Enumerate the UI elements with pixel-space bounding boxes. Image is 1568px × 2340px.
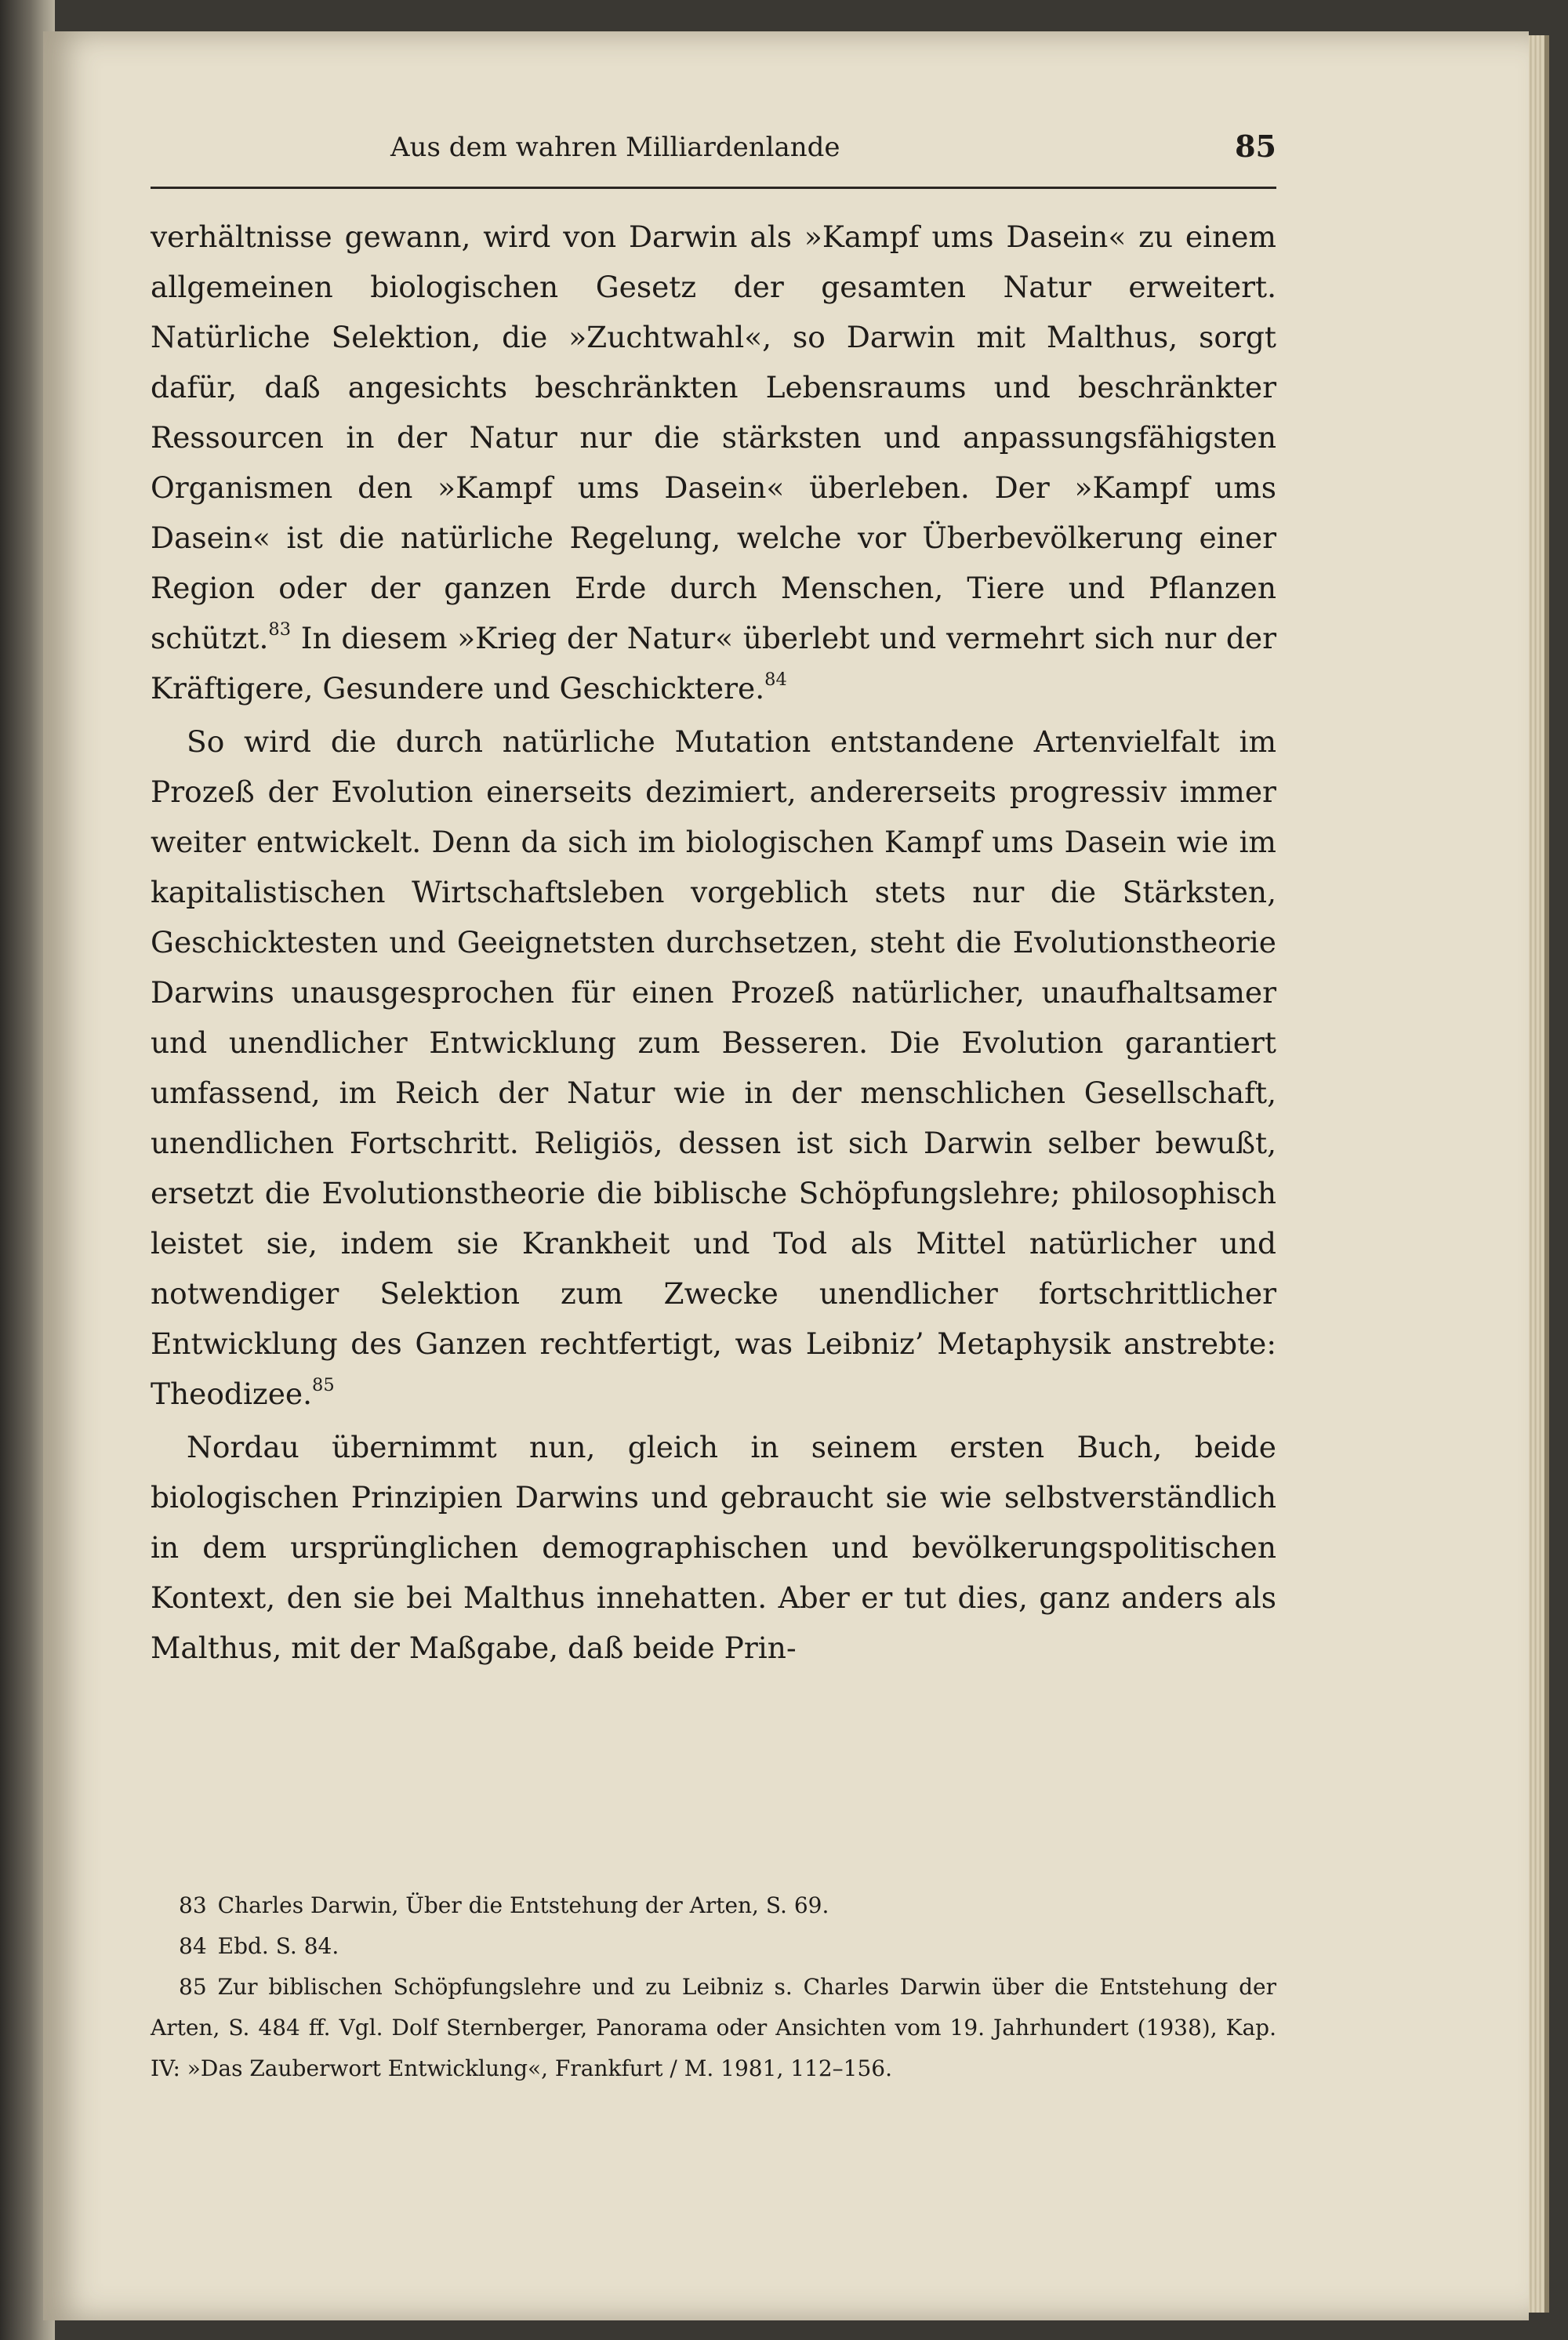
footnote-number: 83 <box>179 1892 207 1918</box>
footnote-text: Zur biblischen Schöpfungslehre und zu Leibniz s. Charles Darwin über die Entstehung der Arten, S. 484 ff. Vgl. Dolf Sternberger, Panorama oder Ansichten vom 19. Jahrhundert (1938), Kap. IV: »Das Zauberwort Entwicklung«, Frankfurt / M. 1981, 112–156. <box>151 1974 1276 2081</box>
paragraph-1-text-b: In diesem »Krieg der Natur« überlebt und vermehrt sich nur der Kräftigere, Gesundere und Geschicktere. <box>151 621 1276 706</box>
running-title: Aus dem wahren Milliardenlande <box>390 132 840 163</box>
footnotes <box>151 1885 1276 2089</box>
footnote-84 <box>151 1926 1276 1967</box>
paragraph-3 <box>151 1422 1276 1673</box>
paragraph-1 <box>151 212 1276 713</box>
footnote-number: 84 <box>179 1933 207 1959</box>
paragraph-1-text-a: verhältnisse gewann, wird von Darwin als »Kampf ums Dasein« zu einem allgemeinen biologischen Gesetz der gesamten Natur erweitert. Natürliche Selektion, die »Zuchtwahl«, so Darwin mit Malthus, sorgt dafür, daß angesichts beschränkten Lebensraums und beschränkter Ressourcen in der Natur nur die stärksten und anpassungsfähigsten Organismen den »Kampf ums Dasein« überleben. Der »Kampf ums Dasein« ist die natürliche Regelung, welche vor Überbevölkerung einer Region oder der ganzen Erde durch Menschen, Tiere und Pflanzen schützt. <box>151 219 1276 655</box>
footnote-number: 85 <box>179 1974 207 2000</box>
body-text <box>151 212 1276 1673</box>
footnote-text: Charles Darwin, Über die Entstehung der Arten, S. 69. <box>217 1892 829 1918</box>
footnote-ref-85: 85 <box>312 1375 335 1396</box>
page-number: 85 <box>1235 129 1276 164</box>
footnote-text: Ebd. S. 84. <box>217 1933 339 1959</box>
paragraph-3-text: Nordau übernimmt nun, gleich in seinem ersten Buch, beide biologischen Prinzipien Darwins und gebraucht sie wie selbstverständlich in dem ursprünglichen demographischen und bevölkerungspolitischen Kontext, den sie bei Malthus innehatten. Aber er tut dies, ganz anders als Malthus, mit der Maßgabe, daß beide Prin- <box>151 1430 1276 1665</box>
paragraph-2-text: So wird die durch natürliche Mutation entstandene Artenvielfalt im Prozeß der Evolution einerseits dezimiert, andererseits progressiv immer weiter entwickelt. Denn da sich im biologischen Kampf ums Dasein wie im kapitalistischen Wirtschaftsleben vorgeblich stets nur die Stärksten, Geschicktesten und Geeignetsten durchsetzen, steht die Evolutionstheorie Darwins unausgesprochen für einen Prozeß natürlicher, unaufhaltsamer und unendlicher Entwicklung zum Besseren. Die Evolution garantiert umfassend, im Reich der Natur wie in der menschlichen Gesellschaft, unendlichen Fortschritt. Religiös, dessen ist sich Darwin selber bewußt, ersetzt die Evolutionstheorie die biblische Schöpfungslehre; philosophisch leistet sie, indem sie Krankheit und Tod als Mittel natürlicher und notwendiger Selektion zum Zwecke unendlicher fortschrittlicher Entwicklung des Ganzen rechtfertigt, was Leibniz’ Metaphysik anstrebte: Theodizee. <box>151 724 1276 1411</box>
footnote-85 <box>151 1967 1276 2089</box>
footnote-83 <box>151 1885 1276 1926</box>
footnote-ref-83: 83 <box>268 619 292 640</box>
footnote-ref-84: 84 <box>764 669 787 691</box>
running-head <box>151 125 1276 189</box>
paragraph-2 <box>151 717 1276 1419</box>
